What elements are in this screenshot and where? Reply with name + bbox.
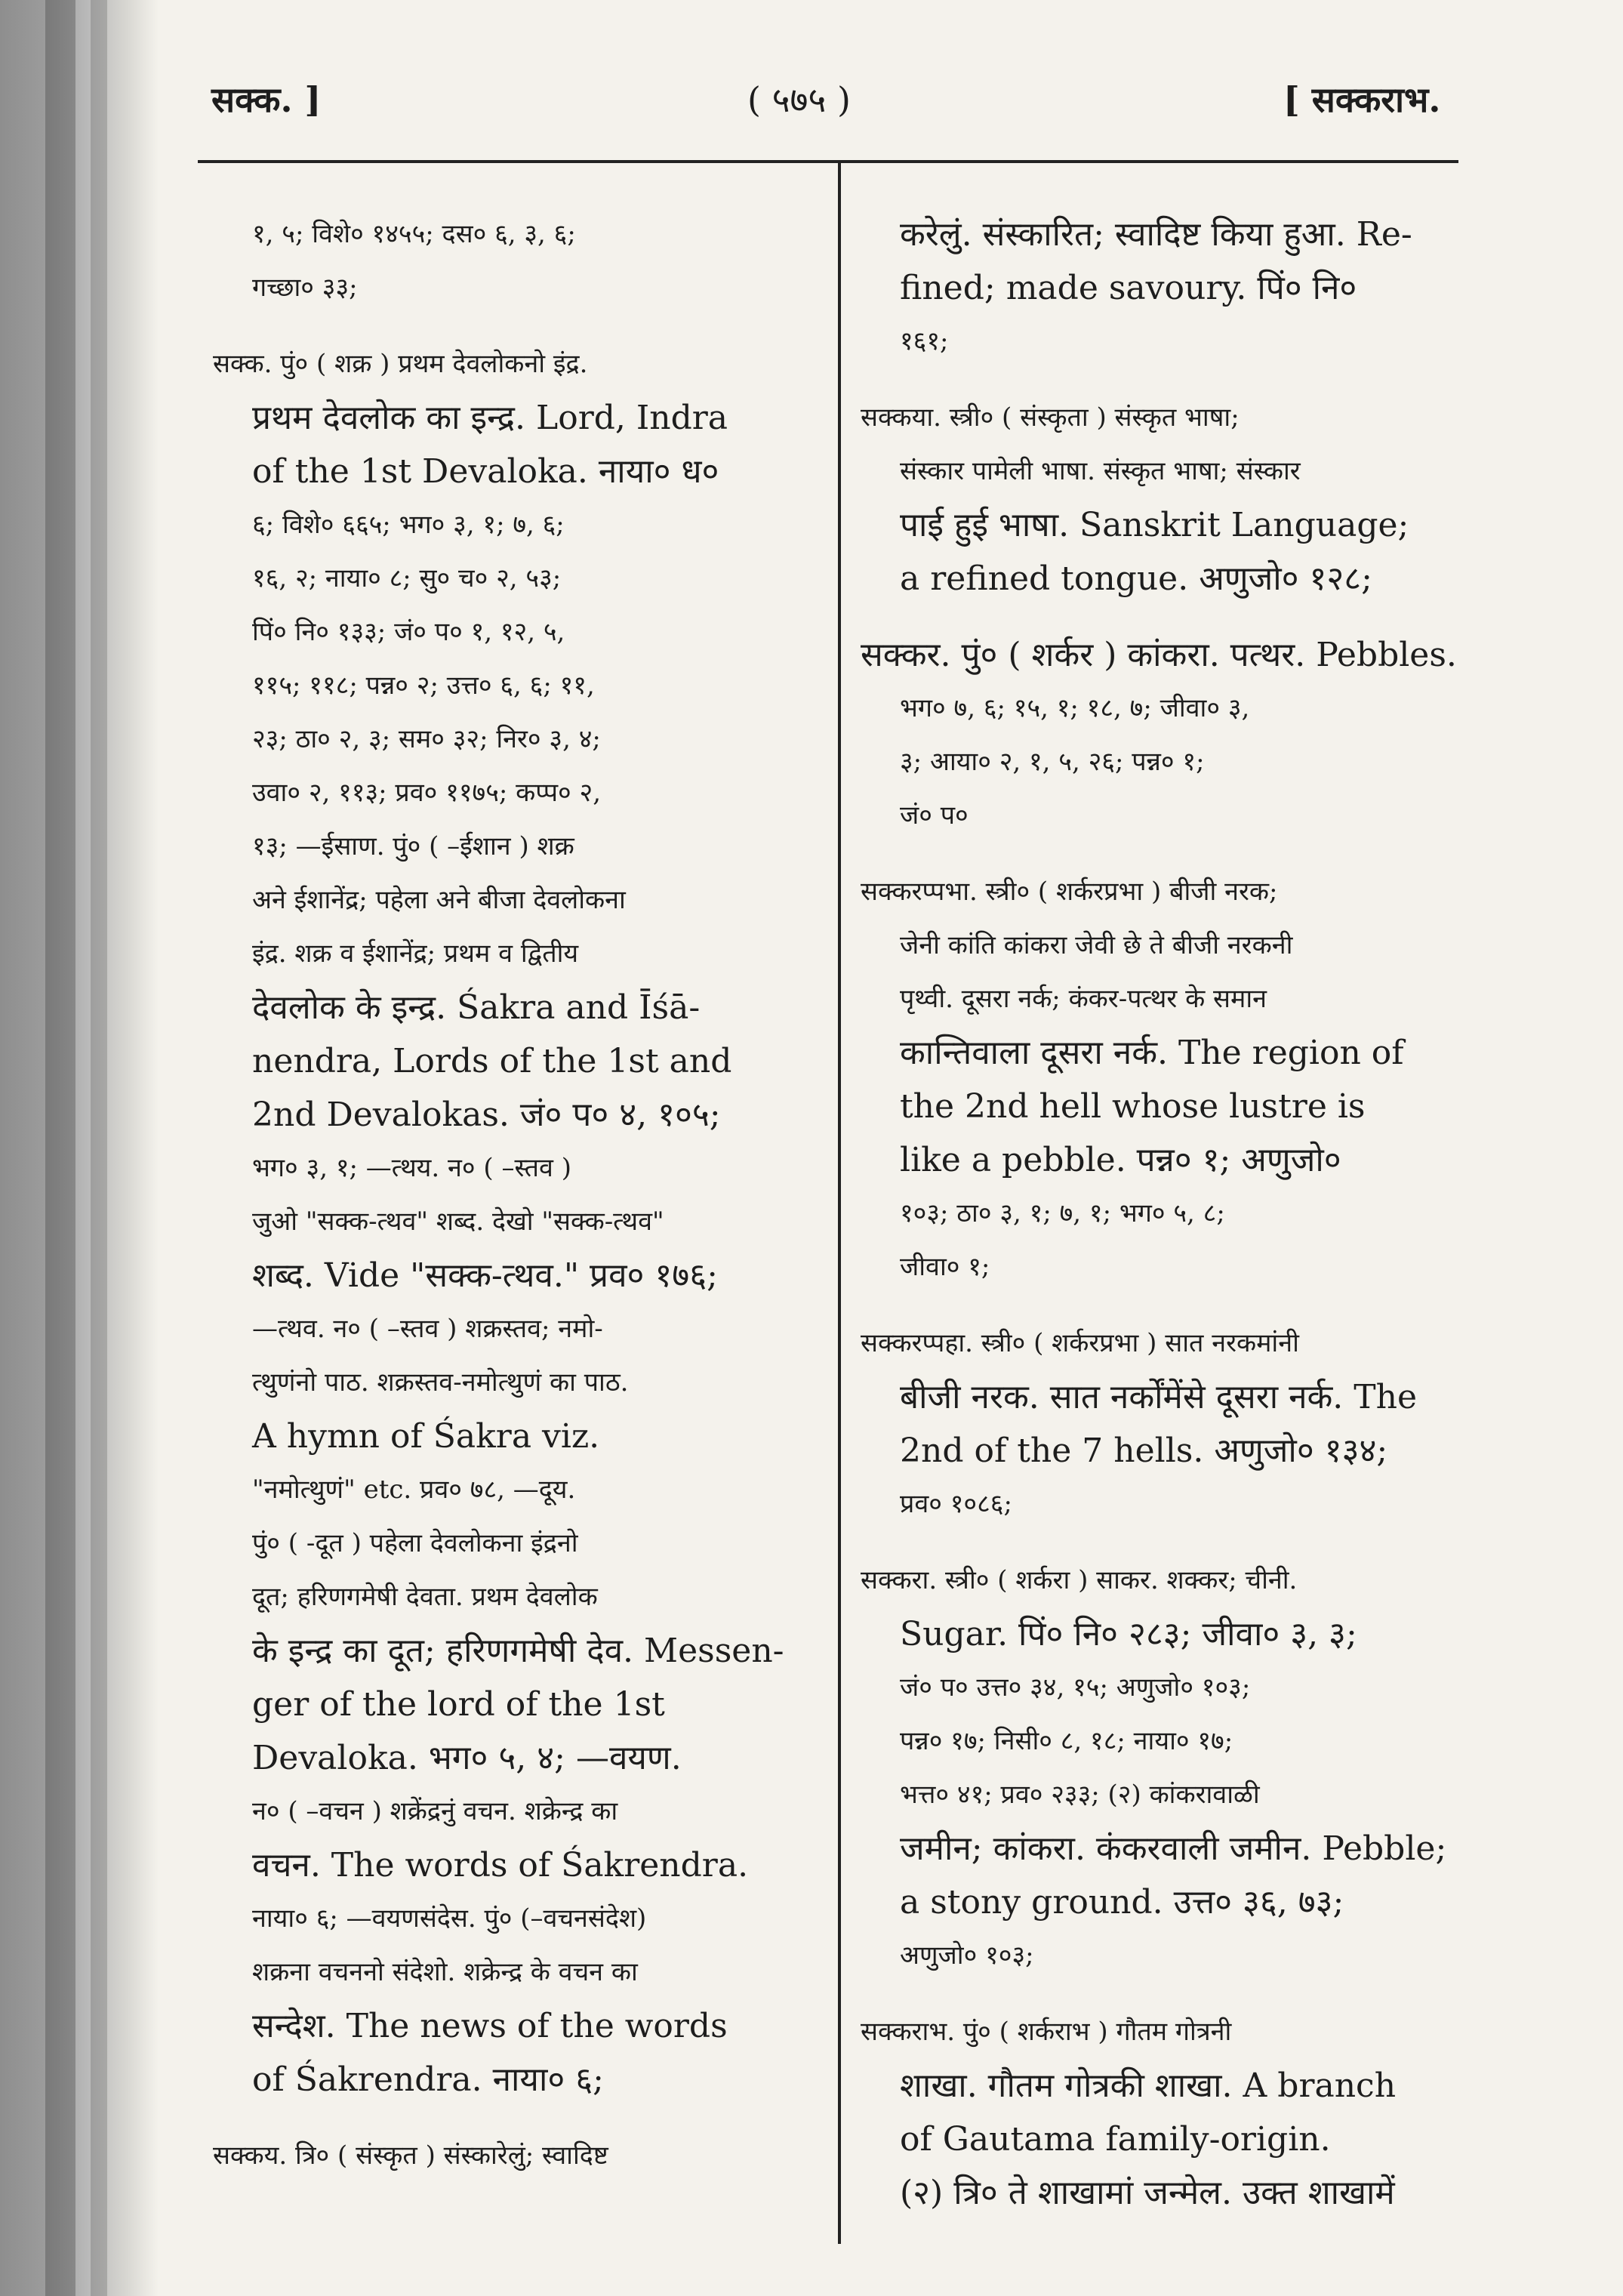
dictionary-entry-line: ger of the lord of the 1st bbox=[252, 1685, 665, 1724]
dictionary-entry-headword-line: सक्कया. स्त्री० ( संस्कृता ) संस्कृत भाषा; bbox=[861, 402, 1240, 433]
dictionary-entry-headword-line: सक्कराभ. पुं० ( शर्कराभ ) गौतम गोत्रनी bbox=[861, 2017, 1232, 2047]
dictionary-entry-line: जं० प० उत्त० ३४, १५; अणुजो० १०३; bbox=[900, 1672, 1251, 1703]
dictionary-entry-line: a refined tongue. अणुजो० १२८; bbox=[900, 559, 1372, 598]
scanned-binding-edge bbox=[0, 0, 159, 2296]
dictionary-entry-line: पाई हुई भाषा. Sanskrit Language; bbox=[900, 506, 1409, 544]
dictionary-entry-line: प्रव० १०८६; bbox=[900, 1489, 1012, 1519]
dictionary-entry-headword-line: सक्करप्पभा. स्त्री० ( शर्करप्रभा ) बीजी नरक; bbox=[861, 877, 1278, 907]
dictionary-entry-line: शाखा. गौतम गोत्रकी शाखा. A branch bbox=[900, 2066, 1397, 2105]
dictionary-entry-line: nendra, Lords of the 1st and bbox=[252, 1042, 732, 1080]
left-column bbox=[213, 208, 817, 2183]
binding-shadow-stripe bbox=[91, 0, 107, 2296]
dictionary-entry-line: न० ( –वचन ) शक्रेंद्रनुं वचन. शक्रेन्द्र का bbox=[252, 1796, 618, 1826]
dictionary-entry-line: the 2nd hell whose lustre is bbox=[900, 1087, 1366, 1126]
column-divider bbox=[838, 160, 841, 2244]
dictionary-entry-line: like a pebble. पन्न० १; अणुजो० bbox=[900, 1141, 1341, 1179]
dictionary-entry-line: अणुजो० १०३; bbox=[900, 1940, 1034, 1971]
dictionary-entry-line: १६, २; नाया० ८; सु० च० २, ५३; bbox=[252, 563, 562, 593]
dictionary-entry-headword-line: सक्कर. पुं० ( शर्कर ) कांकरा. पत्थर. Pebbles. bbox=[861, 636, 1457, 674]
dictionary-entry-line: १, ५; विशे० १४५५; दस० ६, ३, ६; bbox=[252, 219, 576, 249]
dictionary-entry-line: संस्कार पामेली भाषा. संस्कृत भाषा; संस्कार bbox=[900, 456, 1301, 486]
dictionary-entry-line: जीवा० १; bbox=[900, 1252, 990, 1282]
right-column bbox=[861, 208, 1464, 2220]
dictionary-entry-line: ३; आया० २, १, ५, २६; पन्न० १; bbox=[900, 747, 1205, 777]
dictionary-entry-line: वचन. The words of Śakrendra. bbox=[252, 1846, 749, 1885]
dictionary-entry-line: प्रथम देवलोक का इन्द्र. Lord, Indra bbox=[252, 399, 728, 437]
dictionary-entry-line: भग० ७, ६; १५, १; १८, ७; जीवा० ३, bbox=[900, 693, 1250, 723]
dictionary-entry-line: of the 1st Devaloka. नाया० ध० bbox=[252, 452, 719, 491]
dictionary-entry-line: Sugar. पिं० नि० २८३; जीवा० ३, ३; bbox=[900, 1615, 1357, 1653]
dictionary-entry-line: of Śakrendra. नाया० ६; bbox=[252, 2060, 604, 2099]
dictionary-entry-headword-line: सक्क. पुं० ( शक्र ) प्रथम देवलोकनो इंद्र. bbox=[213, 349, 588, 379]
header-left-guideword: सक्क. ] bbox=[211, 79, 322, 120]
dictionary-entry-line: पुं० ( -दूत ) पहेला देवलोकना इंद्रनो bbox=[252, 1528, 578, 1558]
dictionary-entry-line: —त्थव. न० ( –स्तव ) शक्रस्तव; नमो- bbox=[252, 1314, 603, 1344]
dictionary-entry-line: ६; विशे० ६६५; भग० ३, १; ७, ६; bbox=[252, 510, 565, 540]
dictionary-entry-line: "नमोत्थुणं" etc. प्रव० ७८, —दूय. bbox=[252, 1475, 576, 1505]
dictionary-entry-line: अने ईशानेंद्र; पहेला अने बीजा देवलोकना bbox=[252, 885, 626, 915]
dictionary-entry-line: १०३; ठा० ३, १; ७, १; भग० ५, ८; bbox=[900, 1198, 1225, 1228]
dictionary-entry-line: के इन्द्र का दूत; हरिणगमेषी देव. Messen- bbox=[252, 1632, 784, 1670]
dictionary-entry-headword-line: सक्कय. त्रि० ( संस्कृत ) संस्कारेलुं; स्वादिष्ट bbox=[213, 2140, 608, 2171]
dictionary-entry-line: १६१; bbox=[900, 326, 949, 356]
dictionary-entry-line: 2nd Devalokas. जं० प० ४, १०५; bbox=[252, 1096, 721, 1134]
dictionary-entry-line: देवलोक के इन्द्र. Śakra and Īśā- bbox=[252, 988, 701, 1027]
binding-shadow-stripe bbox=[45, 0, 75, 2296]
dictionary-entry-line: त्थुणंनो पाठ. शक्रस्तव-नमोत्थुणं का पाठ. bbox=[252, 1367, 629, 1398]
dictionary-entry-line: जमीन; कांकरा. कंकरवाली जमीन. Pebble; bbox=[900, 1829, 1447, 1868]
dictionary-entry-line: शब्द. Vide "सक्क-त्थव." प्रव० १७६; bbox=[252, 1256, 718, 1295]
dictionary-entry-line: भत्त० ४१; प्रव० २३३; (२) कांकरावाळी bbox=[900, 1780, 1260, 1810]
dictionary-entry-headword-line: सक्करा. स्त्री० ( शर्करा ) साकर. शक्कर; चीनी. bbox=[861, 1565, 1298, 1595]
dictionary-entry-line: दूत; हरिणगमेषी देवता. प्रथम देवलोक bbox=[252, 1582, 598, 1612]
dictionary-entry-line: गच्छा० ३३; bbox=[252, 273, 358, 303]
dictionary-entry-line: ११५; ११८; पन्न० २; उत्त० ६, ६; ११, bbox=[252, 670, 595, 701]
dictionary-entry-line: २३; ठा० २, ३; सम० ३२; निर० ३, ४; bbox=[252, 724, 601, 754]
dictionary-entry-line: बीजी नरक. सात नर्कोंमेंसे दूसरा नर्क. The bbox=[900, 1378, 1417, 1416]
dictionary-entry-line: जं० प० bbox=[900, 800, 969, 831]
dictionary-entry-line: जेनी कांति कांकरा जेवी छे ते बीजी नरकनी bbox=[900, 930, 1293, 960]
dictionary-entry-headword-line: सक्करप्पहा. स्त्री० ( शर्करप्रभा ) सात नरकमांनी bbox=[861, 1328, 1299, 1358]
dictionary-entry-line: 2nd of the 7 hells. अणुजो० १३४; bbox=[900, 1432, 1388, 1470]
dictionary-entry-line: नाया० ६; —वयणसंदेस. पुं० (–वचनसंदेश) bbox=[252, 1903, 647, 1934]
dictionary-entry-line: भग० ३, १; —त्थय. न० ( –स्तव ) bbox=[252, 1153, 572, 1183]
dictionary-entry-line: सन्देश. The news of the words bbox=[252, 2007, 728, 2045]
dictionary-entry-line: Devaloka. भग० ५, ४; —वयण. bbox=[252, 1739, 682, 1777]
dictionary-entry-line: कान्तिवाला दूसरा नर्क. The region of bbox=[900, 1034, 1404, 1072]
dictionary-entry-line: करेलुं. संस्कारित; स्वादिष्ट किया हुआ. Re- bbox=[900, 215, 1412, 254]
dictionary-entry-line: इंद्र. शक्र व ईशानेंद्र; प्रथम व द्वितीय bbox=[252, 938, 579, 969]
dictionary-entry-line: fined; made savoury. पिं० नि० bbox=[900, 269, 1357, 307]
dictionary-entry-line: पिं० नि० १३३; जं० प० १, १२, ५, bbox=[252, 617, 565, 647]
dictionary-entry-line: (२) त्रि० ते शाखामां जन्मेल. उक्त शाखामें bbox=[900, 2174, 1395, 2212]
dictionary-entry-line: of Gautama family-origin. bbox=[900, 2120, 1331, 2159]
dictionary-entry-line: A hymn of Śakra viz. bbox=[252, 1417, 600, 1456]
dictionary-entry-line: a stony ground. उत्त० ३६, ७३; bbox=[900, 1883, 1344, 1922]
dictionary-entry-line: १३; —ईसाण. पुं० ( –ईशान ) शक्र bbox=[252, 831, 574, 861]
header-right-guideword: [ सक्कराभ. bbox=[1283, 79, 1441, 120]
dictionary-entry-line: पृथ्वी. दूसरा नर्क; कंकर-पत्थर के समान bbox=[900, 984, 1267, 1014]
dictionary-entry-line: जुओ "सक्क-त्थव" शब्द. देखो "सक्क-त्थव" bbox=[252, 1207, 664, 1237]
dictionary-entry-line: उवा० २, ११३; प्रव० ११७५; कप्प० २, bbox=[252, 778, 602, 808]
dictionary-entry-line: पन्न० १७; निसी० ८, १८; नाया० १७; bbox=[900, 1726, 1233, 1756]
page-number: ( ५७५ ) bbox=[747, 79, 851, 120]
dictionary-entry-line: शक्रना वचननो संदेशो. शक्रेन्द्र के वचन का bbox=[252, 1957, 638, 1987]
header-rule bbox=[198, 160, 1458, 163]
